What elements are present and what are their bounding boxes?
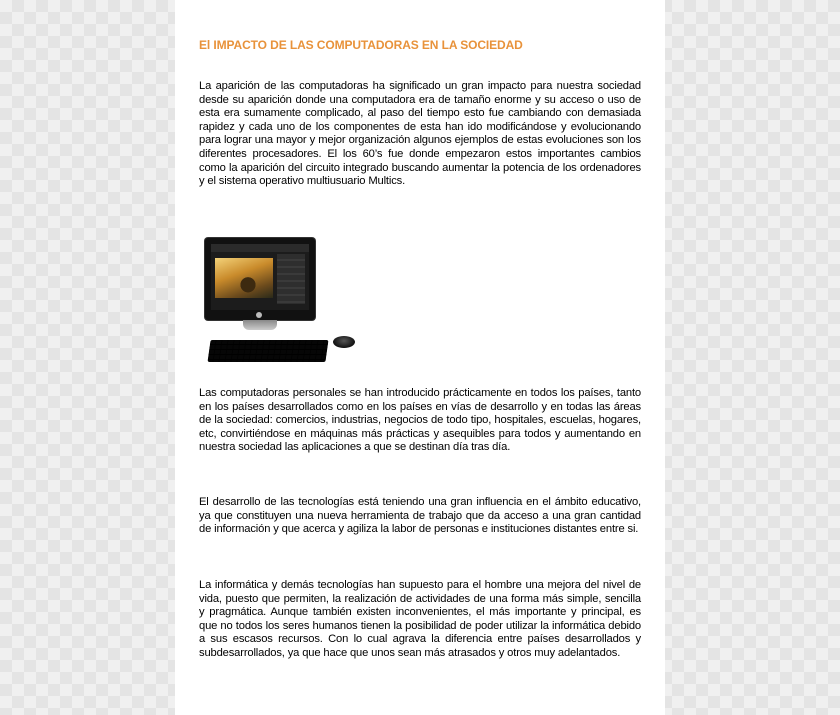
paragraph-2: Las computadoras personales se han introducido prácticamente en todos los países, tanto en los países desarrollados como en los países en vías de desarrollo y en todas las áreas de la sociedad: comercios, industrias, negocios de todo tipo, hospitales, escuelas, hogares, etc, convirtiéndose en máquinas más prácticas y asequibles para todos y aumentando en nuestra sociedad las aplicaciones a que se destinan día tras día. — [199, 387, 641, 454]
paragraph-1: La aparición de las computadoras ha significado un gran impacto para nuestra sociedad desde su aparición donde una computadora era de tamaño enorme y su acceso o uso de esta era sumamente complicado, al paso del tiempo esto fue cambiando con demasiada rapidez y cada uno de los componentes de esta han ido modificándose y evolucionando para lograr una mayor y mejor organización algunos ejemplos de estas evoluciones son los diferentes procesadores. El los 60’s fue donde empezaron estos importantes cambios como la aparición del circuito integrado buscando aumentar la potencia de los ordenadores y el sistema operativo multiusuario Multics. — [199, 80, 641, 188]
paragraph-4: La informática y demás tecnologías han supuesto para el hombre una mejora del nivel de vida, puesto que permiten, la realización de actividades de una forma más simple, sencilla y pragmática. Aunque también existen inconvenientes, el más importante y principal, es que no todos los seres humanos tienen la posibilidad de poder utilizar la informática debido a sus escasos recursos. Con lo cual agrava la diferencia entre países desarrollados y subdesarrollados, ya que hace que unos sean más atrasados y otros muy adelantados. — [199, 579, 641, 659]
hp-logo-icon — [256, 312, 262, 318]
paragraph-3: El desarrollo de las tecnologías está teniendo una gran influencia en el ámbito educativo, ya que constituyen una nueva herramienta de trabajo que da acceso a una gran cantidad de información y que acerca y agiliza la labor de personas e instituciones distantes entre si. — [199, 496, 641, 536]
keyboard-graphic — [207, 340, 328, 362]
monitor-stand — [243, 320, 277, 330]
document-title: El IMPACTO DE LAS COMPUTADORAS EN LA SOCIEDAD — [199, 38, 523, 52]
wallpaper-photo — [215, 258, 273, 298]
mouse-graphic — [333, 336, 355, 348]
monitor-screen — [211, 244, 309, 310]
desktop-computer-image — [199, 218, 367, 366]
document-page — [175, 0, 665, 715]
monitor-graphic — [205, 238, 315, 320]
